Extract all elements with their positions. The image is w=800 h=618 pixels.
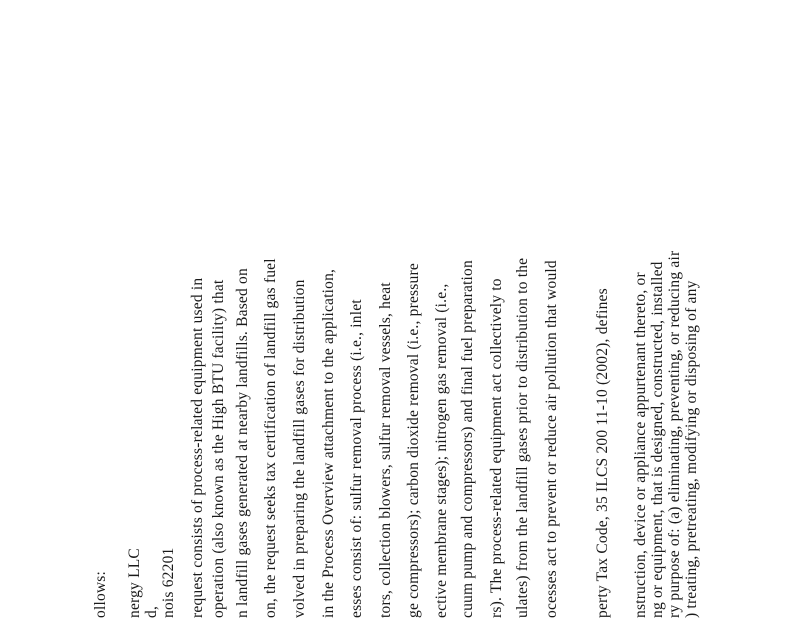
text-line: request consists of process-related equipment used in: [189, 277, 206, 618]
text-line: ulates) from the landfill gases prior to distribution to the: [514, 257, 531, 618]
text-line: perty Tax Code, 35 ILCS 200 11-10 (2002), defines: [594, 288, 611, 618]
text-line: cuum pump and compressors) and final fuel preparation: [459, 260, 476, 618]
text-line: rs). The process-related equipment act collectively to: [488, 278, 505, 618]
text-line: tors, collection blowers, sulfur removal vessels, heat: [377, 282, 394, 618]
text-line: esses consist of: sulfur removal process (i.e., inlet: [348, 299, 365, 618]
text-line: operation (also known as the High BTU facility) that: [210, 279, 227, 618]
text-line: in the Process Overview attachment to the application,: [320, 268, 337, 618]
text-line: ng or equipment, that is designed, constructed, installed: [649, 261, 666, 618]
text-line: ocesses act to prevent or reduce air pollution that would: [543, 260, 560, 618]
text-line: ollows:: [92, 570, 109, 618]
text-line: ) treating, pretreating, modifying or disposing of any: [683, 280, 700, 618]
text-line: ective membrane stages); nitrogen gas removal (i.e.,: [433, 283, 450, 618]
text-line: n landfill gases generated at nearby landfills. Based on: [234, 268, 251, 618]
text-line: ge compressors); carbon dioxide removal (i.e., pressure: [405, 263, 422, 618]
text-line: volved in preparing the landfill gases for distribution: [291, 279, 308, 618]
text-line: on, the request seeks tax certification of landfill gas fuel: [262, 258, 279, 618]
text-line: ry purpose of: (a) eliminating, preventing, or reducing air: [666, 250, 683, 618]
rotated-text-block: [0, 58, 720, 618]
text-line: d,: [143, 605, 160, 618]
text-line: nstruction, device or appliance appurtenant thereto, or: [632, 272, 649, 618]
text-line: nois 62201: [160, 547, 177, 618]
text-line: nergy LLC: [126, 548, 143, 618]
